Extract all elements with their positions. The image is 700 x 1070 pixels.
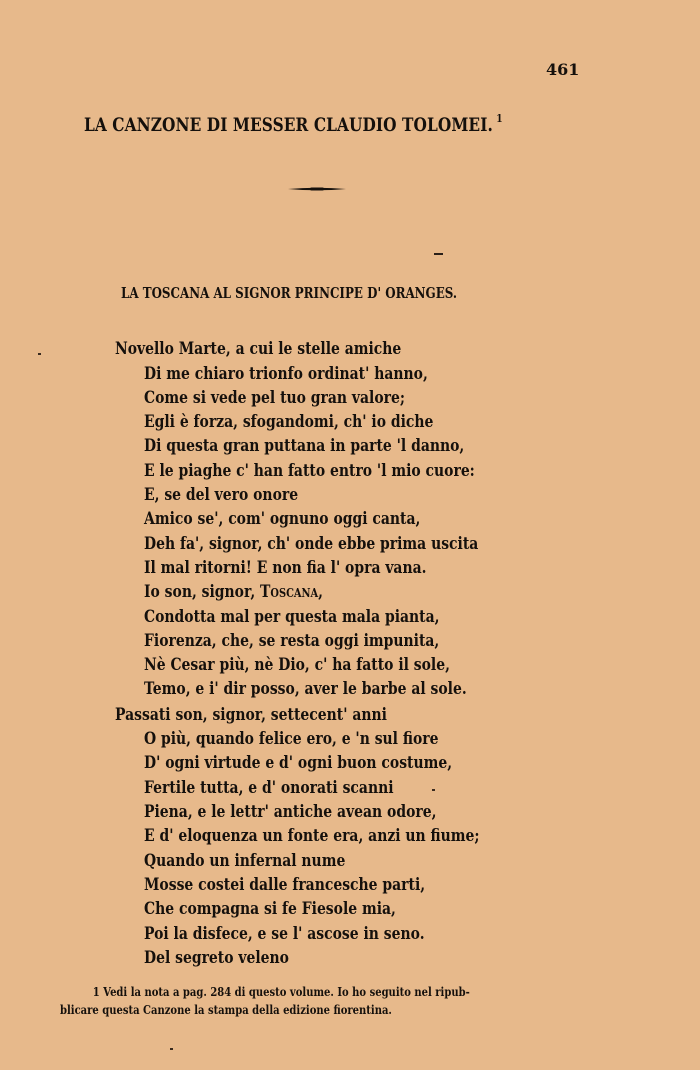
footnote — [60, 983, 600, 1019]
footnote-text: Vedi la nota a pag. 284 di questo volume. Io ho seguito nel ripub- — [103, 985, 470, 999]
poem-line: Mosse costei dalle francesche parti, — [144, 875, 426, 895]
footnote-line: blicare questa Canzone la stampa della edizione fiorentina. — [60, 1003, 392, 1017]
title-text: LA CANZONE DI MESSER CLAUDIO TOLOMEI. — [84, 115, 493, 136]
poem-line: Poi la disfece, e se l' ascose in seno. — [144, 924, 425, 944]
poem-line: E le piaghe c' han fatto entro 'l mio cuore: — [144, 461, 475, 481]
poem-line-smallcaps: Toscana, — [260, 582, 324, 602]
poem-line: Quando un infernal nume — [144, 851, 346, 871]
poem-line: E d' eloquenza un fonte era, anzi un fiume; — [144, 826, 480, 846]
footnote-line — [60, 983, 503, 1001]
poem-line: Piena, e le lettr' antiche avean odore, — [144, 802, 437, 822]
print-speck — [432, 789, 435, 791]
poem-line: Deh fa', signor, ch' onde ebbe prima uscita — [144, 534, 479, 554]
poem-line: Il mal ritorni! E non fia l' opra vana. — [144, 558, 427, 578]
page-title — [84, 112, 503, 136]
section-subtitle: LA TOSCANA AL SIGNOR PRINCIPE D' ORANGES. — [121, 285, 458, 302]
poem-line: Che compagna si fe Fiesole mia, — [144, 899, 396, 919]
poem-line: Novello Marte, a cui le stelle amiche — [115, 339, 402, 359]
poem-line: E, se del vero onore — [144, 485, 299, 505]
poem-line: Temo, e i' dir posso, aver le barbe al sole. — [144, 679, 467, 699]
poem-line: Amico se', com' ognuno oggi canta, — [144, 509, 421, 529]
poem-line — [144, 582, 323, 602]
stray-dash-mark — [434, 253, 443, 255]
page-number: 461 — [546, 60, 580, 79]
poem-line: O più, quando felice ero, e 'n sul fiore — [144, 729, 439, 749]
poem-line: Come si vede pel tuo gran valore; — [144, 388, 405, 408]
poem-line: Del segreto veleno — [144, 948, 289, 968]
title-note-mark: 1 — [496, 112, 503, 125]
poem-line-text: Io son, signor, — [144, 582, 256, 602]
poem-line: Nè Cesar più, nè Dio, c' ha fatto il sole, — [144, 655, 450, 675]
poem-line: Egli è forza, sfogandomi, ch' io diche — [144, 412, 434, 432]
poem-line: Passati son, signor, settecent' anni — [115, 705, 387, 725]
print-speck — [38, 353, 41, 355]
footnote-mark: 1 — [92, 985, 100, 999]
poem-line: Fertile tutta, e d' onorati scanni — [144, 778, 394, 798]
poem-line: D' ogni virtude e d' ogni buon costume, — [144, 753, 453, 773]
poem-line: Fiorenza, che, se resta oggi impunita, — [144, 631, 440, 651]
poem-line: Di questa gran puttana in parte 'l danno, — [144, 436, 465, 456]
ornament-rule — [288, 186, 346, 192]
poem-line: Di me chiaro trionfo ordinat' hanno, — [144, 364, 428, 384]
poem-line: Condotta mal per questa mala pianta, — [144, 607, 440, 627]
print-speck — [170, 1048, 173, 1050]
